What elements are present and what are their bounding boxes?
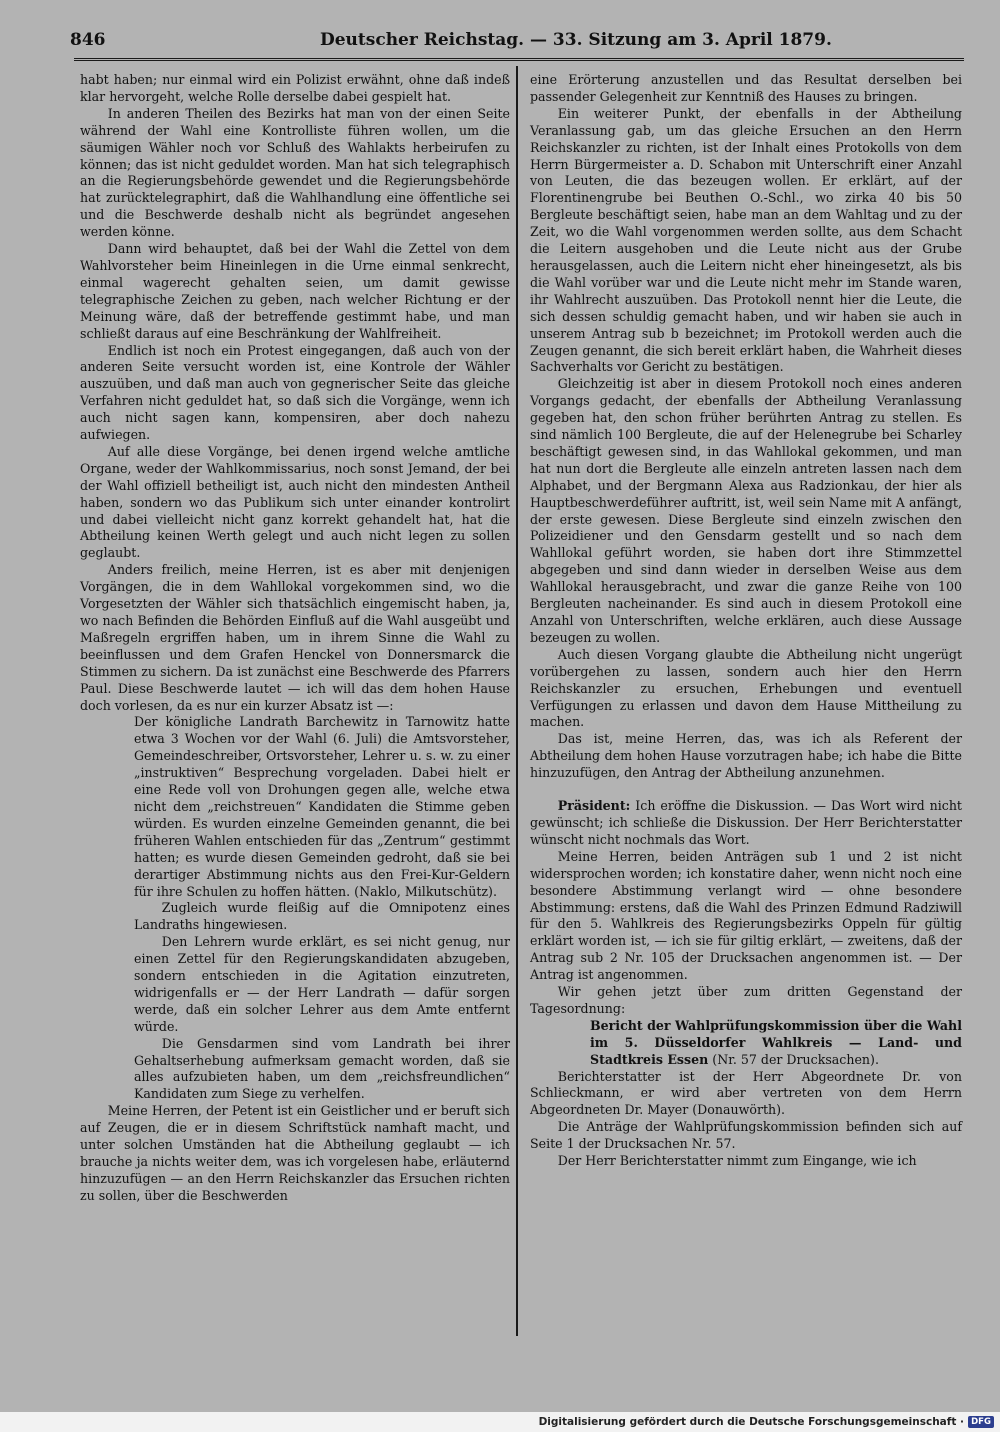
paragraph-text: Anders freilich, meine Herren, ist es aber mit denjenigen Vorgängen, die in dem Wahllokal vorgekommen sind, wo die Vorgesetzten der Wähler sich thatsächlich eingemischt haben, ja, wo nach Befinden die Behörden Einfluß auf die Wahl ausgeübt und Maßregeln ergriffen haben, um in ihrem Sinne die Wahl zu beeinflussen und dem Grafen Henckel von Donnersmarck die Stimmen zu sichern. Da ist zunächst eine Beschwerde des Pfarrers Paul. Diese Beschwerde lautet — ich will das dem hohen Hause doch vorlesen, da es nur ein kurzer Absatz ist —: bbox=[80, 562, 510, 713]
paragraph-text: Das ist, meine Herren, das, was ich als Referent der Abtheilung dem hohen Hause vorzutragen habe; ich habe die Bitte hinzuzufügen, den Antrag der Abtheilung anzunehmen. bbox=[530, 731, 962, 781]
paragraph bbox=[530, 798, 962, 849]
header-rule bbox=[74, 58, 964, 61]
paragraph bbox=[134, 934, 510, 1035]
paragraph bbox=[530, 376, 962, 647]
paragraph-text: eine Erörterung anzustellen und das Resultat derselben bei passender Gelegenheit zur Kenntniß des Hauses zu bringen. bbox=[530, 72, 962, 104]
agenda-item-title: Bericht der Wahlprüfungskommission über die Wahl im 5. Düsseldorfer Wahlkreis — Land- und Stadtkreis Essen bbox=[590, 1017, 962, 1067]
paragraph bbox=[590, 1018, 962, 1069]
left-column bbox=[80, 72, 510, 1205]
dfg-logo: DFG bbox=[968, 1416, 994, 1428]
paragraph bbox=[530, 1119, 962, 1153]
page-number: 846 bbox=[70, 30, 106, 50]
paragraph-text: (Nr. 57 der Drucksachen). bbox=[708, 1051, 879, 1067]
paragraph bbox=[80, 1103, 510, 1204]
paragraph-text: Die Gensdarmen sind vom Landrath bei ihrer Gehaltserhebung aufmerksam gemacht worden, daß sie alles aufzubieten haben, um dem „reichsfreundlichen“ Kandidaten zum Siege zu verhelfen. bbox=[134, 1035, 510, 1102]
right-column bbox=[530, 72, 962, 1170]
paragraph-text: Meine Herren, beiden Anträgen sub 1 und 2 ist nicht widersprochen worden; ich konstatire daher, wenn nicht noch eine besondere Abstimmung verlangt wird — ohne besondere Abstimmung: erstens, daß die Wahl des Prinzen Edmund Radziwill für den 5. Wahlkreis des Regierungsbezirks Oppeln für gültig erklärt worden ist, — ich sie für giltig erklärt, — zweitens, daß der Antrag sub 2 Nr. 105 der Drucksachen angenommen ist. — Der Antrag ist angenommen. bbox=[530, 848, 962, 983]
paragraph-spacer bbox=[530, 782, 962, 798]
funding-credit: Digitalisierung gefördert durch die Deutsche Forschungsgemeinschaft · bbox=[538, 1416, 964, 1428]
paragraph-text: Endlich ist noch ein Protest eingegangen, daß auch von der anderen Seite versucht worden ist, eine Kontrole der Wähler auszuüben, und daß man auch von gegnerischer Seite das gleiche Verfahren nicht geduldet hat, so daß sich die Vorgänge, wenn ich auch nicht sagen kann, kompensiren, aber doch nahezu aufwiegen. bbox=[80, 342, 510, 443]
paragraph bbox=[134, 900, 510, 934]
column-divider bbox=[516, 66, 518, 1336]
footer-bar bbox=[0, 1412, 1000, 1432]
speaker-name: Präsident: bbox=[557, 798, 631, 814]
paragraph-text: habt haben; nur einmal wird ein Polizist erwähnt, ohne daß indeß klar hervorgeht, welche Rolle derselbe dabei gespielt hat. bbox=[80, 72, 510, 104]
paragraph bbox=[530, 1153, 962, 1170]
paragraph bbox=[530, 647, 962, 732]
paragraph-text: Der Herr Berichterstatter nimmt zum Eingange, wie ich bbox=[557, 1153, 917, 1169]
paragraph-text: Berichterstatter ist der Herr Abgeordnete Dr. von Schlieckmann, er wird aber vertreten von dem Herrn Abgeordneten Dr. Mayer (Donauwörth). bbox=[530, 1068, 962, 1118]
paragraph-text: Meine Herren, der Petent ist ein Geistlicher und er beruft sich auf Zeugen, die er in diesem Schriftstück namhaft macht, und unter solchen Umständen hat die Abtheilung geglaubt — ich brauche ja nichts weiter dem, was ich vorgelesen habe, erläuternd hinzuzufügen — an den Herrn Reichskanzler das Ersuchen richten zu sollen, über die Beschwerden bbox=[80, 1103, 510, 1203]
running-title: Deutscher Reichstag. — 33. Sitzung am 3. April 1879. bbox=[320, 30, 832, 50]
paragraph bbox=[530, 1069, 962, 1120]
paragraph-text: Ich eröffne die Diskussion. — Das Wort wird nicht gewünscht; ich schließe die Diskussion. Der Herr Berichterstatter wünscht nicht nochmals das Wort. bbox=[530, 798, 962, 847]
paragraph bbox=[134, 1036, 510, 1104]
paragraph-text: Den Lehrern wurde erklärt, es sei nicht genug, nur einen Zettel für den Regierungskandidaten abzugeben, sondern entschieden in die Agitation einzutreten, widrigenfalls er — der Herr Landrath — dafür sorgen werde, daß ein solcher Lehrer aus dem Amte entfernt würde. bbox=[134, 934, 510, 1034]
paragraph-text: In anderen Theilen des Bezirks hat man von der einen Seite während der Wahl eine Kontrolliste führen wollen, um die säumigen Wähler noch vor Schluß des Wahlakts herbeirufen zu können; das ist nicht geduldet worden. Man hat sich telegraphisch an die Regierungsbehörde gewendet und die Regierungsbehörde hat zurücktelegraphirt, daß die Wahlhandlung eine öffentliche sei und die Beschwerde deshalb nicht als begründet angesehen werden könne. bbox=[80, 105, 510, 240]
paragraph bbox=[80, 343, 510, 444]
paragraph-text: Auch diesen Vorgang glaubte die Abtheilung nicht ungerügt vorübergehen zu lassen, sondern auch hier den Herrn Reichskanzler zu ersuchen, Erhebungen und eventuell Verfügungen zu erlassen und davon dem Hause Mittheilung zu machen. bbox=[530, 646, 962, 730]
paragraph-text: Zugleich wurde fleißig auf die Omnipotenz eines Landraths hingewiesen. bbox=[134, 900, 510, 933]
paragraph-text: Der königliche Landrath Barchewitz in Tarnowitz hatte etwa 3 Wochen vor der Wahl (6. Juli) die Amtsvorsteher, Gemeindeschreiber, Ortsvorsteher, Lehrer u. s. w. zu einer „instruktiven“ Besprechung vorgeladen. Dabei hielt er eine Rede voll von Drohungen gegen alle, welche etwa nicht dem „reichstreuen“ Kandidaten die Stimme geben würden. Es wurden einzelne Gemeinden genannt, die bei früheren Wahlen entschieden für das „Zentrum“ gestimmt hatten; es wurde diesen Gemeinden gedroht, daß sie bei derartiger Abstimmung nichts aus den Frei-Kur-Geldern für ihre Schulen zu hoffen hätten. (Naklo, Milkutschütz). bbox=[134, 714, 510, 899]
paragraph bbox=[530, 849, 962, 984]
paragraph-text: Dann wird behauptet, daß bei der Wahl die Zettel von dem Wahlvorsteher beim Hineinlegen in die Urne einmal senkrecht, einmal wagerecht gehalten seien, um damit gewisse telegraphische Zeichen zu geben, nach welcher Richtung er der Meinung wäre, daß der betreffende gestimmt habe, und man schließt daraus auf eine Beschränkung der Wahlfreiheit. bbox=[80, 241, 510, 341]
paragraph bbox=[530, 106, 962, 377]
paragraph-text: Wir gehen jetzt über zum dritten Gegenstand der Tagesordnung: bbox=[530, 984, 962, 1016]
page-header bbox=[70, 22, 970, 58]
paragraph bbox=[80, 241, 510, 342]
paragraph bbox=[530, 731, 962, 782]
paragraph bbox=[530, 72, 962, 106]
paragraph bbox=[134, 714, 510, 900]
paragraph-text: Die Anträge der Wahlprüfungskommission befinden sich auf Seite 1 der Drucksachen Nr. 57. bbox=[530, 1119, 962, 1152]
paragraph bbox=[80, 72, 510, 106]
paragraph bbox=[80, 562, 510, 714]
paragraph-text: Gleichzeitig ist aber in diesem Protokoll noch eines anderen Vorgangs gedacht, der ebenfalls der Abtheilung Veranlassung gegeben hat, den schon früher berührten Antrag zu stellen. Es sind nämlich 100 Bergleute, die auf der Helenegrube bei Scharley beschäftigt gewesen sind, in das Wahllokal gekommen, und man hat nun dort die Bergleute alle einzeln antreten lassen nach dem Alphabet, und der Bergmann Alexa aus Radzionkau, der hier als Hauptbeschwerdeführer auftritt, ist, weil sein Name mit A anfängt, der erste gewesen. Diese Bergleute sind einzeln zwischen den Polizeidiener und den Gensdarm gestellt und so nach dem Wahllokal geführt worden, sie haben dort ihre Stimmzettel abgegeben und sind dann wieder in derselben Weise aus dem Wahllokal herausgebracht, und zwar die ganze Reihe von 100 Bergleuten nacheinander. Es sind auch in diesem Protokoll eine Anzahl von Unterschriften, welche erklären, auch diese Aussage bezeugen zu wollen. bbox=[530, 376, 962, 645]
paragraph-text: Auf alle diese Vorgänge, bei denen irgend welche amtliche Organe, weder der Wahlkommissarius, noch sonst Jemand, der bei der Wahl offiziell betheiligt ist, auch nicht den mindesten Antheil haben, sondern wo das Publikum sich unter einander kontrolirt und dabei vielleicht nicht ganz korrekt gehandelt hat, hat die Abtheilung keinen Werth gelegt und auch nicht legen zu sollen geglaubt. bbox=[80, 443, 510, 561]
paragraph bbox=[530, 984, 962, 1018]
paragraph bbox=[80, 106, 510, 241]
paragraph-text: Ein weiterer Punkt, der ebenfalls in der Abtheilung Veranlassung gab, um das gleiche Ersuchen an den Herrn Reichskanzler zu richten, ist der Inhalt eines Protokolls von dem Herrn Bürgermeister a. D. Schabon mit Unterschrift einer Anzahl von Leuten, die das bezeugen wollen. Er erklärt, auf der Florentinengrube bei Beuthen O.-Schl., wo zirka 40 bis 50 Bergleute beschäftigt seien, habe man an dem Wahltag und zu der Zeit, wo die Wahl vorgenommen werden sollte, aus dem Schacht die Leitern ausgehoben und die Leute nicht aus der Grube herausgelassen, auch die Leitern nicht eher hineingesetzt, als bis die Wahl vorüber war und die Leute nicht mehr im Stande waren, ihr Wahlrecht auszuüben. Das Protokoll nennt hier die Leute, die sich dessen schuldig gemacht haben, und wir haben sie auch in unserem Antrag sub b bezeichnet; im Protokoll werden auch die Zeugen genannt, die sich bereit erklärt haben, die Wahrheit dieses Sachverhalts vor Gericht zu bestätigen. bbox=[530, 105, 962, 375]
paragraph bbox=[80, 444, 510, 562]
